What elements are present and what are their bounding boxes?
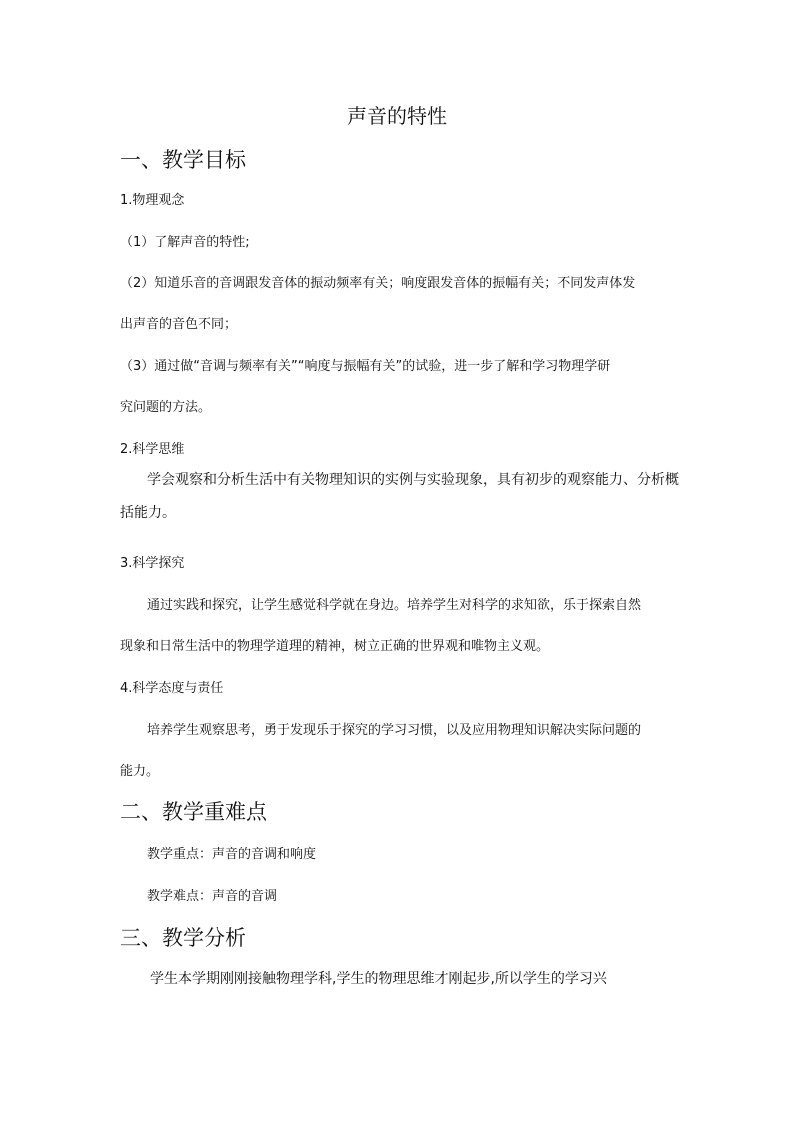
objective-item-2-line-1: （2）知道乐音的音调跟发音体的振动频率有关；响度跟发音体的振幅有关；不同发声体发	[120, 276, 636, 291]
subheading-scientific-inquiry: 3.科学探究	[120, 556, 185, 571]
section-heading-analysis: 三、教学分析	[120, 926, 246, 950]
inquiry-paragraph-line-2: 现象和日常生活中的物理学道理的精神，树立正确的世界观和唯物主义观。	[120, 639, 550, 654]
difficult-point-text: 教学难点：声音的音调	[147, 889, 278, 904]
subheading-physics-concepts: 1.物理观念	[120, 193, 185, 208]
objective-item-3-line-2: 究问题的方法。	[120, 400, 212, 415]
key-point-text: 教学重点：声音的音调和响度	[147, 847, 317, 862]
subheading-scientific-thinking: 2.科学思维	[120, 442, 185, 457]
attitude-paragraph-line-1: 培养学生观察思考，勇于发现乐于探究的学习习惯，以及应用物理知识解决实际问题的	[147, 723, 642, 738]
document-title: 声音的特性	[347, 104, 447, 128]
section-heading-key-difficult-points: 二、教学重难点	[120, 800, 267, 824]
thinking-paragraph-line-1: 学会观察和分析生活中有关物理知识的实例与实验现象，具有初步的观察能力、分析概	[147, 472, 679, 488]
attitude-paragraph-line-2: 能力。	[120, 764, 160, 779]
analysis-paragraph-line-1: 学生本学期刚刚接触物理学科,学生的物理思维才刚起步,所以学生的学习兴	[150, 971, 607, 987]
objective-item-3-line-1: （3）通过做“音调与频率有关”“响度与振幅有关”的试验，进一步了解和学习物理学研	[120, 359, 611, 374]
thinking-paragraph-line-2: 括能力。	[120, 505, 176, 521]
objective-item-2-line-2: 出声音的音色不同；	[120, 317, 238, 332]
objective-item-1: （1）了解声音的特性;	[120, 235, 250, 250]
inquiry-paragraph-line-1: 通过实践和探究，让学生感觉科学就在身边。培养学生对科学的求知欲，乐于探索自然	[147, 598, 642, 613]
section-heading-objectives: 一、教学目标	[120, 148, 246, 172]
subheading-attitude-responsibility: 4.科学态度与责任	[120, 681, 224, 696]
